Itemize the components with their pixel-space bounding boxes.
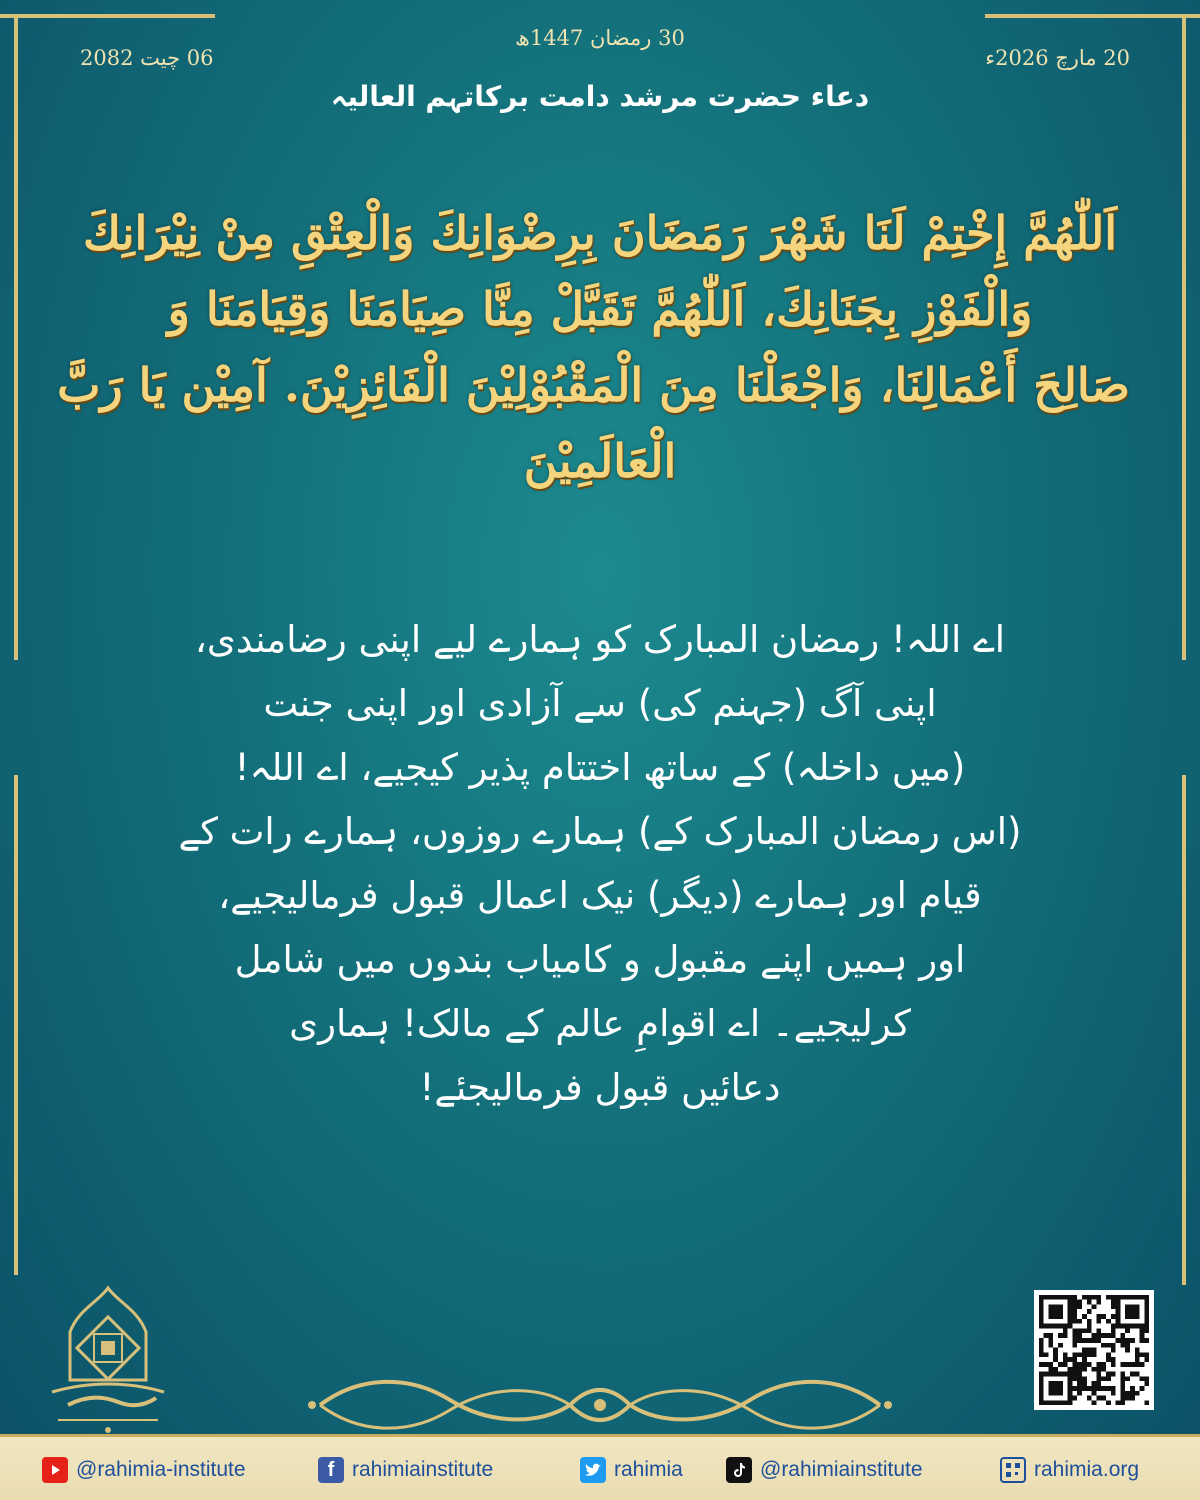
ornament-divider-icon — [300, 1370, 900, 1440]
urdu-line: (اس رمضان المبارک کے) ہمارے روزوں، ہمارے رات کے — [178, 810, 1022, 853]
twitter-icon — [580, 1457, 606, 1483]
facebook-handle: rahimiainstitute — [352, 1458, 494, 1481]
arabic-line: اَللّٰهُمَّ إِخْتِمْ لَنَا شَهْرَ رَمَضَانَ بِرِضْوَانِكَ وَالْعِتْقِ مِنْ نِيْرَانِكَ — [82, 206, 1118, 260]
tiktok-handle: @rahimiainstitute — [760, 1458, 923, 1481]
arabic-line: الْعَالَمِيْنَ — [523, 434, 677, 488]
frame-top-right — [985, 14, 1200, 18]
frame-right-lower — [1182, 775, 1186, 1285]
website-url: rahimia.org — [1034, 1458, 1140, 1481]
hijri-date: 30 رمضان 1447ھ — [515, 26, 685, 50]
frame-top-left — [0, 14, 215, 18]
arabic-line: صَالِحَ أَعْمَالِنَا، وَاجْعَلْنَا مِنَ الْمَقْبُوْلِيْنَ الْفَائِزِيْنَ. آمِيْن يَا رَبَّ — [57, 358, 1130, 412]
twitter-handle: rahimia — [614, 1458, 683, 1481]
urdu-line: دعائیں قبول فرمالیجئے! — [419, 1066, 781, 1109]
urdu-line: کرلیجیے۔ اے اقوامِ عالم کے مالک! ہماری — [289, 1002, 911, 1045]
website-link[interactable] — [1000, 1455, 1139, 1485]
facebook-icon: f — [318, 1457, 344, 1483]
youtube-handle: @rahimia-institute — [76, 1458, 246, 1481]
urdu-line: قیام اور ہمارے (دیگر) نیک اعمال قبول فرمالیجیے، — [218, 874, 982, 917]
youtube-icon — [42, 1457, 68, 1483]
facebook-link[interactable] — [318, 1455, 493, 1485]
urdu-line: اے اللہ! رمضان المبارک کو ہمارے لیے اپنی رضامندی، — [194, 618, 1006, 661]
rahimia-logo-icon — [38, 1280, 178, 1440]
qr-code-icon[interactable] — [1034, 1290, 1154, 1410]
twitter-link[interactable] — [580, 1455, 683, 1485]
bikrami-date: 06 چیت 2082 — [80, 46, 214, 70]
tiktok-icon — [726, 1457, 752, 1483]
gregorian-date: 20 مارچ 2026ء — [985, 46, 1130, 70]
urdu-line: اور ہمیں اپنے مقبول و کامیاب بندوں میں شامل — [234, 938, 966, 981]
youtube-link[interactable] — [42, 1455, 246, 1485]
frame-left-lower — [14, 775, 18, 1275]
social-footer — [0, 1434, 1200, 1500]
arabic-dua — [57, 195, 1130, 499]
urdu-line: اپنی آگ (جہنم کی) سے آزادی اور اپنی جنت — [263, 682, 937, 725]
globe-qr-icon — [1000, 1457, 1026, 1483]
tiktok-link[interactable] — [726, 1455, 923, 1485]
urdu-translation — [130, 608, 1070, 1120]
arabic-line: وَالْفَوْزِ بِجَنَانِكَ، اَللّٰهُمَّ تَقَبَّلْ مِنَّا صِيَامَنَا وَقِيَامَنَا وَ — [167, 282, 1033, 336]
urdu-line: (میں داخلہ) کے ساتھ اختتام پذیر کیجیے، اے اللہ! — [234, 746, 966, 789]
dua-heading: دعاء حضرت مرشد دامت برکاتہم العالیہ — [330, 80, 870, 113]
